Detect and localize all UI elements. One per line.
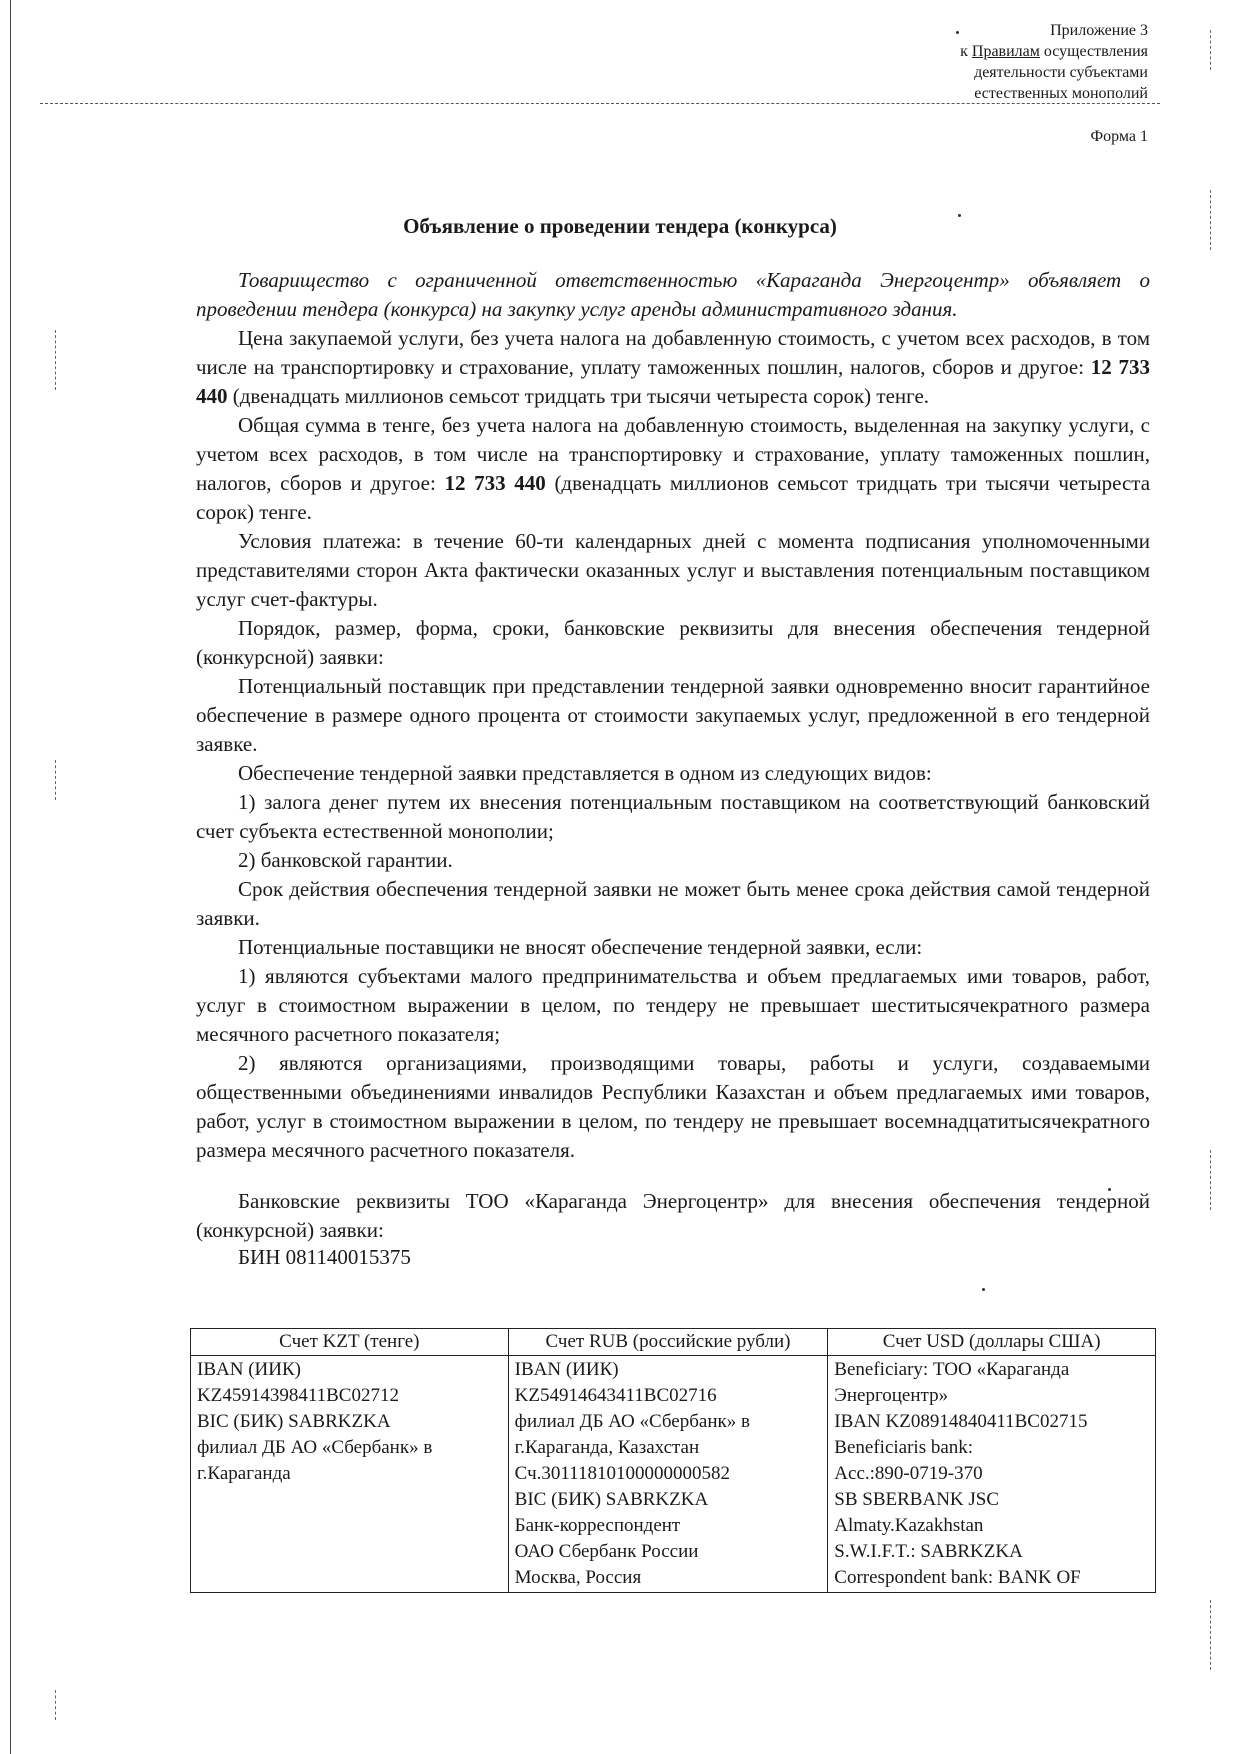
cell-line: Beneficiaris bank: xyxy=(834,1437,974,1458)
security-order-paragraph: Порядок, размер, форма, сроки, банковские реквизиты для внесения обеспечения тендерной (конкурсной) заявки: xyxy=(196,616,1150,669)
appendix-header xyxy=(960,20,1148,104)
cell-line: Beneficiary: ТОО «Караганда xyxy=(834,1359,1070,1380)
cell-line: BIC (БИК) SABRKZKA xyxy=(514,1489,709,1510)
appendix-line: Приложение 3 xyxy=(1050,22,1148,39)
exemption-paragraph: Потенциальные поставщики не вносят обеспечение тендерной заявки, если: xyxy=(238,935,923,959)
price-paragraph xyxy=(196,324,1150,411)
total-text: Общая сумма в тенге, без учета налога на добавленную стоимость, выделенная на закупку услуги, с учетом всех расходов, в том числе на транспортировку и страхование, уплату таможенных пошлин, налогов, сборов и другое: xyxy=(196,413,1150,495)
kzt-account-cell xyxy=(191,1356,509,1593)
header-rub-account: Счет RUB (российские рубли) xyxy=(508,1329,828,1356)
cell-line: Correspondent bank: BANK OF xyxy=(834,1567,1081,1588)
header-usd-account: Счет USD (доллары США) xyxy=(828,1329,1156,1356)
form-label: Форма 1 xyxy=(1090,128,1148,145)
total-amount: 12 733 440 xyxy=(444,471,546,495)
scan-artifact-vline xyxy=(1210,30,1211,70)
rub-account-cell xyxy=(508,1356,828,1593)
cell-line: ОАО Сбербанк России xyxy=(514,1541,699,1562)
scan-artifact-vline xyxy=(1210,1600,1211,1670)
price-text: Цена закупаемой услуги, без учета налога на добавленную стоимость, с учетом всех расходов, в том числе на транспортировку и страхование, уплату таможенных пошлин, налогов, сборов и другое: xyxy=(196,326,1150,379)
scan-artifact-dot xyxy=(982,1288,985,1291)
cell-line: SB SBERBANK JSC xyxy=(834,1489,1000,1510)
appendix-line: естественных монополий xyxy=(974,85,1148,102)
payment-terms-paragraph: Условия платежа: в течение 60-ти календарных дней с момента подписания уполномоченными представителями сторон Акта фактически оказанных услуг и выставления потенциальным поставщиком услуг счет-фактуры. xyxy=(196,529,1150,611)
security-type-item: 2) банковской гарантии. xyxy=(238,848,453,872)
intro-paragraph: Товарищество с ограниченной ответственностью «Караганда Энергоцентр» объявляет о проведении тендера (конкурса) на закупку услуг аренды административного здания. xyxy=(196,268,1150,321)
scan-artifact-vline xyxy=(1210,1150,1211,1210)
header-kzt-account: Счет KZT (тенге) xyxy=(191,1329,509,1356)
document-title: Объявление о проведении тендера (конкурса) xyxy=(403,214,837,238)
cell-line: IBAN KZ08914840411BC02715 xyxy=(834,1411,1088,1432)
cell-line: филиал ДБ АО «Сбербанк» в xyxy=(514,1411,750,1432)
price-amount: 12 733 440 xyxy=(196,355,1150,408)
cell-line: Энергоцентр» xyxy=(834,1385,949,1406)
cell-line: KZ45914398411BC02712 xyxy=(197,1385,399,1406)
total-paragraph xyxy=(196,411,1150,527)
cell-line: KZ54914643411BC02716 xyxy=(514,1385,717,1406)
bank-intro-paragraph: Банковские реквизиты ТОО «Караганда Энергоцентр» для внесения обеспечения тендерной (конкурсной) заявки: xyxy=(196,1189,1150,1242)
security-validity-paragraph: Срок действия обеспечения тендерной заявки не может быть менее срока действия самой тендерной заявки. xyxy=(196,877,1150,930)
appendix-line: деятельности субъектами xyxy=(974,64,1148,81)
guarantee-paragraph: Потенциальный поставщик при представлении тендерной заявки одновременно вносит гарантийное обеспечение в размере одного процента от стоимости закупаемых услуг, предложенной в его тендерной заявке. xyxy=(196,674,1150,756)
scan-artifact-dot xyxy=(956,31,959,34)
total-text-end: (двенадцать миллионов семьсот тридцать три тысячи четыреста сорок) тенге. xyxy=(196,471,1151,524)
security-type-item: 1) залога денег путем их внесения потенциальным поставщиком на соответствующий банковский счет субъекта естественной монополии; xyxy=(196,790,1150,843)
cell-line: Сч.30111810100000000582 xyxy=(514,1463,730,1484)
table-header-row xyxy=(191,1329,1156,1356)
exemption-item: 1) являются субъектами малого предпринимательства и объем предлагаемых ими товаров, работ, услуг в стоимостном выражении в целом, по тендеру не превышает шеститысячекратного размера месячного расчетного показателя; xyxy=(196,964,1150,1046)
scan-artifact-vline xyxy=(55,1690,56,1720)
cell-line: IBAN (ИИК) xyxy=(514,1359,619,1380)
cell-line: S.W.I.F.T.: SABRKZKA xyxy=(834,1541,1023,1562)
cell-line: IBAN (ИИК) xyxy=(197,1359,301,1380)
appendix-prefix: к xyxy=(960,43,972,60)
cell-line: Москва, Россия xyxy=(514,1567,642,1588)
security-types-paragraph: Обеспечение тендерной заявки представляется в одном из следующих видов: xyxy=(238,761,932,785)
appendix-line xyxy=(960,41,1148,62)
table-row xyxy=(191,1356,1156,1593)
cell-line: Almaty.Kazakhstan xyxy=(834,1515,984,1536)
cell-line: Acc.:890-0719-370 xyxy=(834,1463,983,1484)
cell-line: г.Караганда, Казахстан xyxy=(514,1437,700,1458)
usd-account-cell xyxy=(828,1356,1156,1593)
cell-line: г.Караганда xyxy=(197,1463,291,1484)
exemption-item: 2) являются организациями, производящими товары, работы и услуги, создаваемыми общественными объединениями инвалидов Республики Казахстан и объем предлагаемых ими товаров, работ, услуг в стоимостном выражении в целом, по тендеру не превышает восемнадцатитысячекратного размера месячного расчетного показателя. xyxy=(196,1051,1150,1162)
bin-number: БИН 081140015375 xyxy=(238,1245,411,1269)
scan-artifact-left-edge xyxy=(10,0,11,1754)
cell-line: BIC (БИК) SABRKZKA xyxy=(197,1411,391,1432)
scan-artifact-vline xyxy=(55,760,56,800)
document-body xyxy=(196,266,1150,1269)
cell-line: Банк-корреспондент xyxy=(514,1515,681,1536)
scan-artifact-vline xyxy=(55,330,56,390)
appendix-suffix: осуществления xyxy=(1039,43,1148,60)
cell-line: филиал ДБ АО «Сбербанк» в xyxy=(197,1437,433,1458)
rules-link[interactable]: Правилам xyxy=(971,43,1040,60)
price-text-end: (двенадцать миллионов семьсот тридцать три тысячи четыреста сорок) тенге. xyxy=(227,384,930,408)
bank-details-table xyxy=(190,1328,1156,1593)
